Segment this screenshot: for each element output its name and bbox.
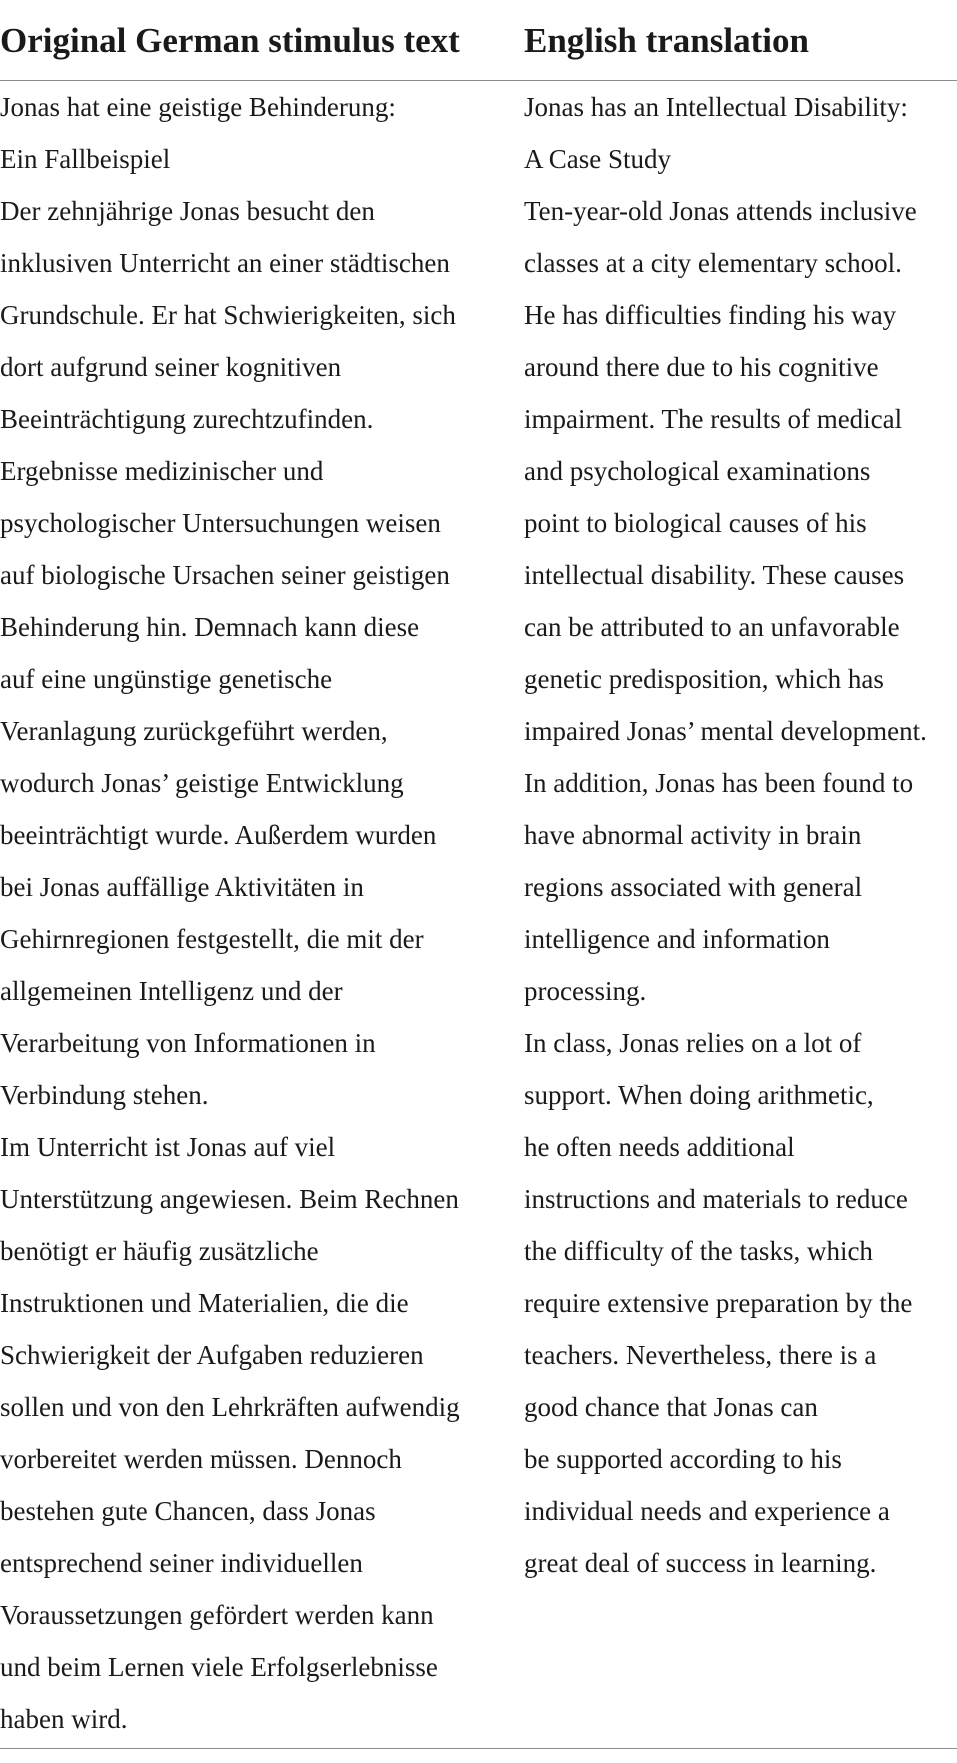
german-text-line: allgemeinen Intelligenz und der	[0, 976, 343, 1006]
german-text-line: auf biologische Ursachen seiner geistigen	[0, 560, 450, 590]
english-text-line: Jonas has an Intellectual Disability:	[524, 92, 908, 122]
header-english: English translation	[524, 21, 809, 60]
english-text-line: individual needs and experience a	[524, 1496, 890, 1526]
english-text-line: classes at a city elementary school.	[524, 248, 902, 278]
german-text-line: Verbindung stehen.	[0, 1080, 209, 1110]
english-text-line: He has difficulties finding his way	[524, 300, 897, 330]
english-text-line: A Case Study	[524, 144, 672, 174]
english-text-line: and psychological examinations	[524, 456, 871, 486]
english-text-line: regions associated with general	[524, 872, 863, 902]
english-text-line: In class, Jonas relies on a lot of	[524, 1028, 862, 1058]
german-text-line: wodurch Jonas’ geistige Entwicklung	[0, 768, 404, 798]
english-text-line: Ten-year-old Jonas attends inclusive	[524, 196, 917, 226]
german-text-line: und beim Lernen viele Erfolgserlebnisse	[0, 1652, 438, 1682]
english-text-line: In addition, Jonas has been found to	[524, 768, 914, 798]
english-text-line: the difficulty of the tasks, which	[524, 1236, 873, 1266]
english-text-line: intellectual disability. These causes	[524, 560, 905, 590]
german-text-line: Behinderung hin. Demnach kann diese	[0, 612, 420, 642]
german-text-line: inklusiven Unterricht an einer städtischen	[0, 248, 450, 278]
german-text-line: Grundschule. Er hat Schwierigkeiten, sich	[0, 300, 456, 330]
german-text-line: benötigt er häufig zusätzliche	[0, 1236, 319, 1266]
german-text-line: Schwierigkeit der Aufgaben reduzieren	[0, 1340, 424, 1370]
german-text-line: Gehirnregionen festgestellt, die mit der	[0, 924, 424, 954]
english-text-line: impairment. The results of medical	[524, 404, 903, 434]
german-text-line: beeinträchtigt wurde. Außerdem wurden	[0, 820, 437, 850]
german-text-line: Unterstützung angewiesen. Beim Rechnen	[0, 1184, 459, 1214]
german-text-line: bei Jonas auffällige Aktivitäten in	[0, 872, 364, 902]
german-text-column	[0, 81, 460, 1745]
german-text-line: Der zehnjährige Jonas besucht den	[0, 196, 375, 226]
german-text-line: Ergebnisse medizinischer und	[0, 456, 324, 486]
german-text-line: dort aufgrund seiner kognitiven	[0, 352, 342, 382]
german-text-line: Jonas hat eine geistige Behinderung:	[0, 92, 396, 122]
english-text-line: impaired Jonas’ mental development.	[524, 716, 927, 746]
english-text-column	[524, 81, 927, 1589]
german-text-line: bestehen gute Chancen, dass Jonas	[0, 1496, 376, 1526]
german-text-line: sollen und von den Lehrkräften aufwendig	[0, 1392, 460, 1422]
german-text-line: psychologischer Untersuchungen weisen	[0, 508, 441, 538]
english-text-line: genetic predisposition, which has	[524, 664, 884, 694]
header-german: Original German stimulus text	[0, 21, 460, 60]
german-text-line: Voraussetzungen gefördert werden kann	[0, 1600, 434, 1630]
english-text-line: good chance that Jonas can	[524, 1392, 818, 1422]
english-text-line: processing.	[524, 976, 647, 1006]
english-text-line: instructions and materials to reduce	[524, 1184, 908, 1214]
german-text-line: Ein Fallbeispiel	[0, 144, 171, 174]
english-text-line: he often needs additional	[524, 1132, 795, 1162]
german-text-line: haben wird.	[0, 1704, 128, 1734]
german-text-line: Im Unterricht ist Jonas auf viel	[0, 1132, 336, 1162]
english-text-line: great deal of success in learning.	[524, 1548, 877, 1578]
german-text-line: Instruktionen und Materialien, die die	[0, 1288, 409, 1318]
english-text-line: around there due to his cognitive	[524, 352, 879, 382]
german-text-line: Veranlagung zurückgeführt werden,	[0, 716, 388, 746]
english-text-line: require extensive preparation by the	[524, 1288, 913, 1318]
english-text-line: can be attributed to an unfavorable	[524, 612, 900, 642]
table-bottom-rule	[0, 1748, 957, 1749]
german-text-line: entsprechend seiner individuellen	[0, 1548, 363, 1578]
english-text-line: have abnormal activity in brain	[524, 820, 862, 850]
german-text-line: Beeinträchtigung zurechtzufinden.	[0, 404, 374, 434]
german-text-line: vorbereitet werden müssen. Dennoch	[0, 1444, 402, 1474]
english-text-line: intelligence and information	[524, 924, 830, 954]
german-text-line: Verarbeitung von Informationen in	[0, 1028, 376, 1058]
german-text-line: auf eine ungünstige genetische	[0, 664, 333, 694]
english-text-line: teachers. Nevertheless, there is a	[524, 1340, 877, 1370]
english-text-line: be supported according to his	[524, 1444, 842, 1474]
english-text-line: point to biological causes of his	[524, 508, 867, 538]
table-header	[0, 0, 957, 81]
english-text-line: support. When doing arithmetic,	[524, 1080, 874, 1110]
